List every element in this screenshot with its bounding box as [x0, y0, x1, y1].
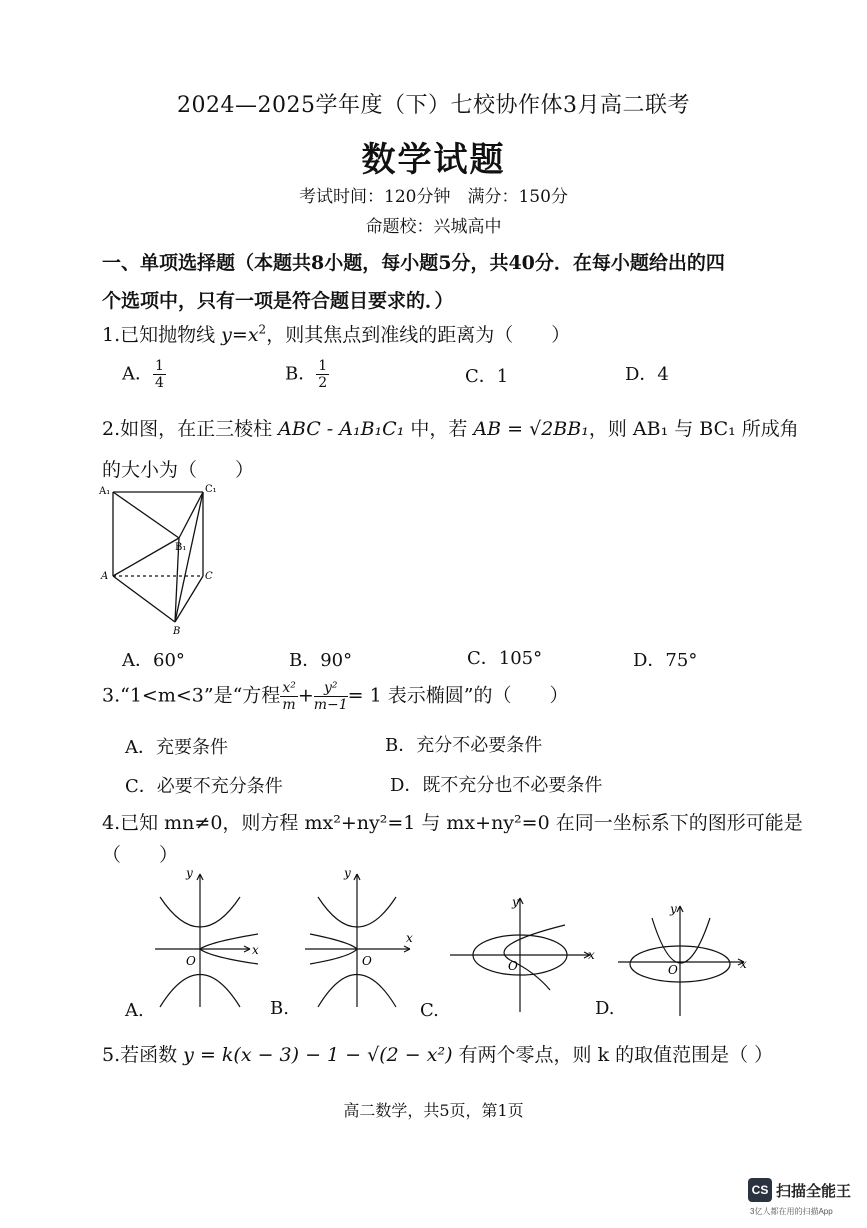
q3-option-a[interactable]: A．充要条件: [125, 737, 228, 758]
question-2-line2: 的大小为（ ）: [102, 459, 255, 481]
exam-title: 2024—2025学年度（下）七校协作体3月高二联考: [177, 93, 690, 118]
question-4-line2: （ ）: [102, 844, 179, 866]
axis-x-label: x: [406, 931, 413, 945]
school-info: 命题校：兴城高中: [365, 217, 502, 237]
label-b1: B₁: [175, 542, 187, 553]
exam-info: 考试时间：120分钟 满分：150分: [299, 187, 568, 207]
q4-graph-a: [150, 862, 265, 1012]
camscanner-logo-icon: CS: [748, 1178, 772, 1202]
q3-option-c[interactable]: C．必要不充分条件: [125, 776, 283, 797]
section-instructions-line1: 一、单项选择题（本题共8小题，每小题5分，共40分．在每小题给出的四: [102, 252, 725, 274]
subject-title: 数学试题: [361, 140, 506, 180]
question-4-line1: 4.已知 mn≠0，则方程 mx²+ny²=1 与 mx+ny²=0 在同一坐标系下的图形可能是: [102, 812, 803, 834]
q4-graph-d: [612, 898, 752, 1018]
fraction: $\frac{1}{4}$: [155, 358, 164, 391]
axis-x-label: x: [740, 957, 747, 971]
q1-option-a[interactable]: A． $\frac{1}{4}$: [122, 358, 164, 391]
axis-y-label: y: [186, 866, 193, 880]
q4-option-d[interactable]: D.: [595, 998, 615, 1019]
axis-y-label: y: [670, 902, 677, 916]
q1-option-c[interactable]: C．1: [465, 366, 509, 387]
section-instructions-line2: 个选项中，只有一项是符合题目要求的．）: [102, 290, 454, 312]
q2-option-a[interactable]: A．60°: [122, 650, 185, 671]
label-a: A: [101, 571, 109, 582]
label-c1: C₁: [205, 484, 217, 495]
q2-option-b[interactable]: B．90°: [289, 650, 353, 671]
label-c: C: [205, 571, 213, 582]
q2-option-c[interactable]: C．105°: [467, 648, 543, 669]
q4-option-b[interactable]: B.: [270, 998, 289, 1019]
axis-x-label: x: [252, 943, 259, 957]
q4-graph-c: [440, 890, 600, 1015]
question-2-line1: 2.如图，在正三棱柱 ABC - A₁B₁C₁ 中，若 AB = √2BB₁，则 AB₁ 与 BC₁ 所成角: [102, 418, 799, 440]
q1-option-d[interactable]: D．4: [625, 364, 669, 385]
axis-x-label: x: [588, 948, 595, 962]
watermark-subtitle: 3亿人都在用的扫描App: [750, 1207, 833, 1216]
question-1: 1.已知抛物线 $y=x^2$，则其焦点到准线的距离为（ ）: [102, 322, 571, 346]
origin-label: O: [362, 954, 372, 968]
origin-label: O: [668, 963, 678, 977]
page-footer: 高二数学，共5页，第1页: [343, 1101, 524, 1120]
origin-label: O: [186, 954, 196, 968]
q3-option-d[interactable]: D．既不充分也不必要条件: [390, 775, 603, 796]
q4-option-a[interactable]: A.: [125, 1000, 144, 1021]
origin-label: O: [508, 959, 518, 973]
fraction: $\frac{1}{2}$: [318, 358, 328, 391]
fraction-x2-m: $\frac{\text{x²}}{m}$: [282, 680, 296, 713]
label-b: B: [173, 626, 181, 637]
q1-option-b[interactable]: B． $\frac{1}{2}$: [285, 358, 328, 391]
fraction-y2-m1: $\frac{\text{y²}}{m-1}$: [313, 680, 348, 713]
q4-graph-b: [300, 862, 418, 1012]
scanner-watermark: [748, 1178, 858, 1218]
q4-option-c[interactable]: C.: [420, 1000, 439, 1021]
axis-y-label: y: [344, 866, 351, 880]
q2-option-d[interactable]: D．75°: [633, 650, 698, 671]
q3-option-b[interactable]: B．充分不必要条件: [385, 735, 543, 756]
watermark-name: 扫描全能王: [776, 1183, 852, 1200]
question-5: 5.若函数 y = k(x − 3) − 1 − √(2 − x²) 有两个零点，则 k 的取值范围是（ ）: [102, 1044, 774, 1066]
axis-y-label: y: [512, 895, 519, 909]
label-a1: A₁: [99, 486, 111, 497]
prism-figure: [95, 480, 225, 640]
question-3: 3.“1<m<3”是“方程 $\frac{\text{x²}}{m}+$ $\frac{\text{y²}}{m-1}= 1$ 表示椭圆”的（ ）: [102, 680, 569, 713]
